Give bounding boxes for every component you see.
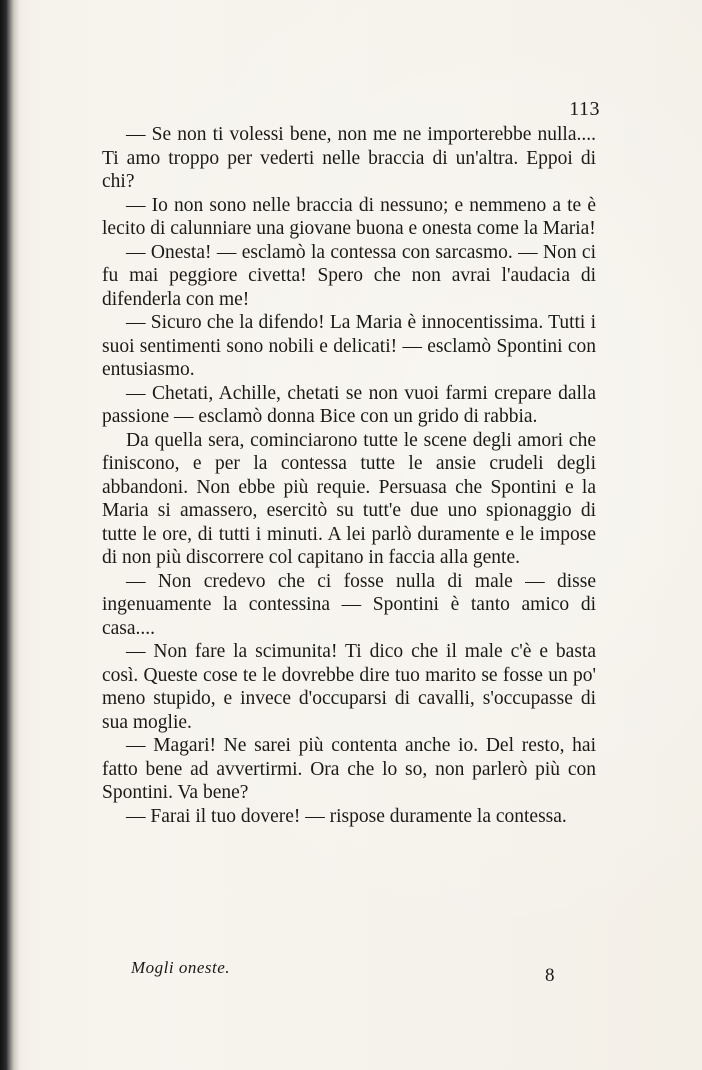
signature-mark: 8 bbox=[545, 965, 555, 986]
paragraph: — Non credevo che ci fosse nulla di male — disse ingenuamente la contessina — Spontini è tanto amico di casa.... bbox=[102, 570, 596, 639]
paragraph: — Se non ti volessi bene, non me ne importerebbe nulla.... Ti amo troppo per vederti nelle braccia di un'altra. Eppoi di chi? bbox=[102, 124, 596, 192]
paragraph: — Farai il tuo dovere! — rispose duramente la contessa. bbox=[126, 805, 567, 827]
paragraph: — Chetati, Achille, chetati se non vuoi farmi crepare dalla passione — esclamò donna Bice con un grido di rabbia. bbox=[102, 382, 596, 427]
paragraph: — Sicuro che la difendo! La Maria è innocentissima. Tutti i suoi sentimenti sono nobili e delicati! — esclamò Spontini con entusiasmo. bbox=[102, 312, 596, 380]
page-number: 113 bbox=[569, 98, 600, 120]
paragraph: — Non fare la scimunita! Ti dico che il male c'è e basta così. Queste cose te le dovrebbe dire tuo marito se fosse un po' meno stupido, e invece d'occuparsi di cavalli, s'occupasse di sua moglie. bbox=[102, 641, 596, 733]
paragraph: — Io non sono nelle braccia di nessuno; e nemmeno a te è lecito di calunniare una giovane buona e onesta come la Maria! bbox=[102, 194, 596, 239]
paragraph: Da quella sera, cominciarono tutte le scene degli amori che finiscono, e per la contessa tutte le ansie crudeli degli abbandoni. Non ebbe più requie. Persuasa che Spontini e la Maria si amassero, esercitò su tutt'e due uno spionaggio di tutte le ore, di tutti i minuti. A lei parlò duramente e le impose di non più discorrere col capitano in faccia alla gente. bbox=[102, 429, 596, 568]
paragraph: — Onesta! — esclamò la contessa con sarcasmo. — Non ci fu mai peggiore civetta! Spero che non avrai l'audacia di difenderla con me! bbox=[102, 241, 596, 310]
paragraph: — Magari! Ne sarei più contenta anche io. Del resto, hai fatto bene ad avvertirmi. Ora che lo so, non parlerò più con Spontini. Va bene? bbox=[102, 735, 596, 803]
body-text bbox=[102, 123, 596, 828]
book-spine-shadow bbox=[0, 0, 20, 1070]
running-footer-title: Mogli oneste. bbox=[131, 958, 231, 977]
